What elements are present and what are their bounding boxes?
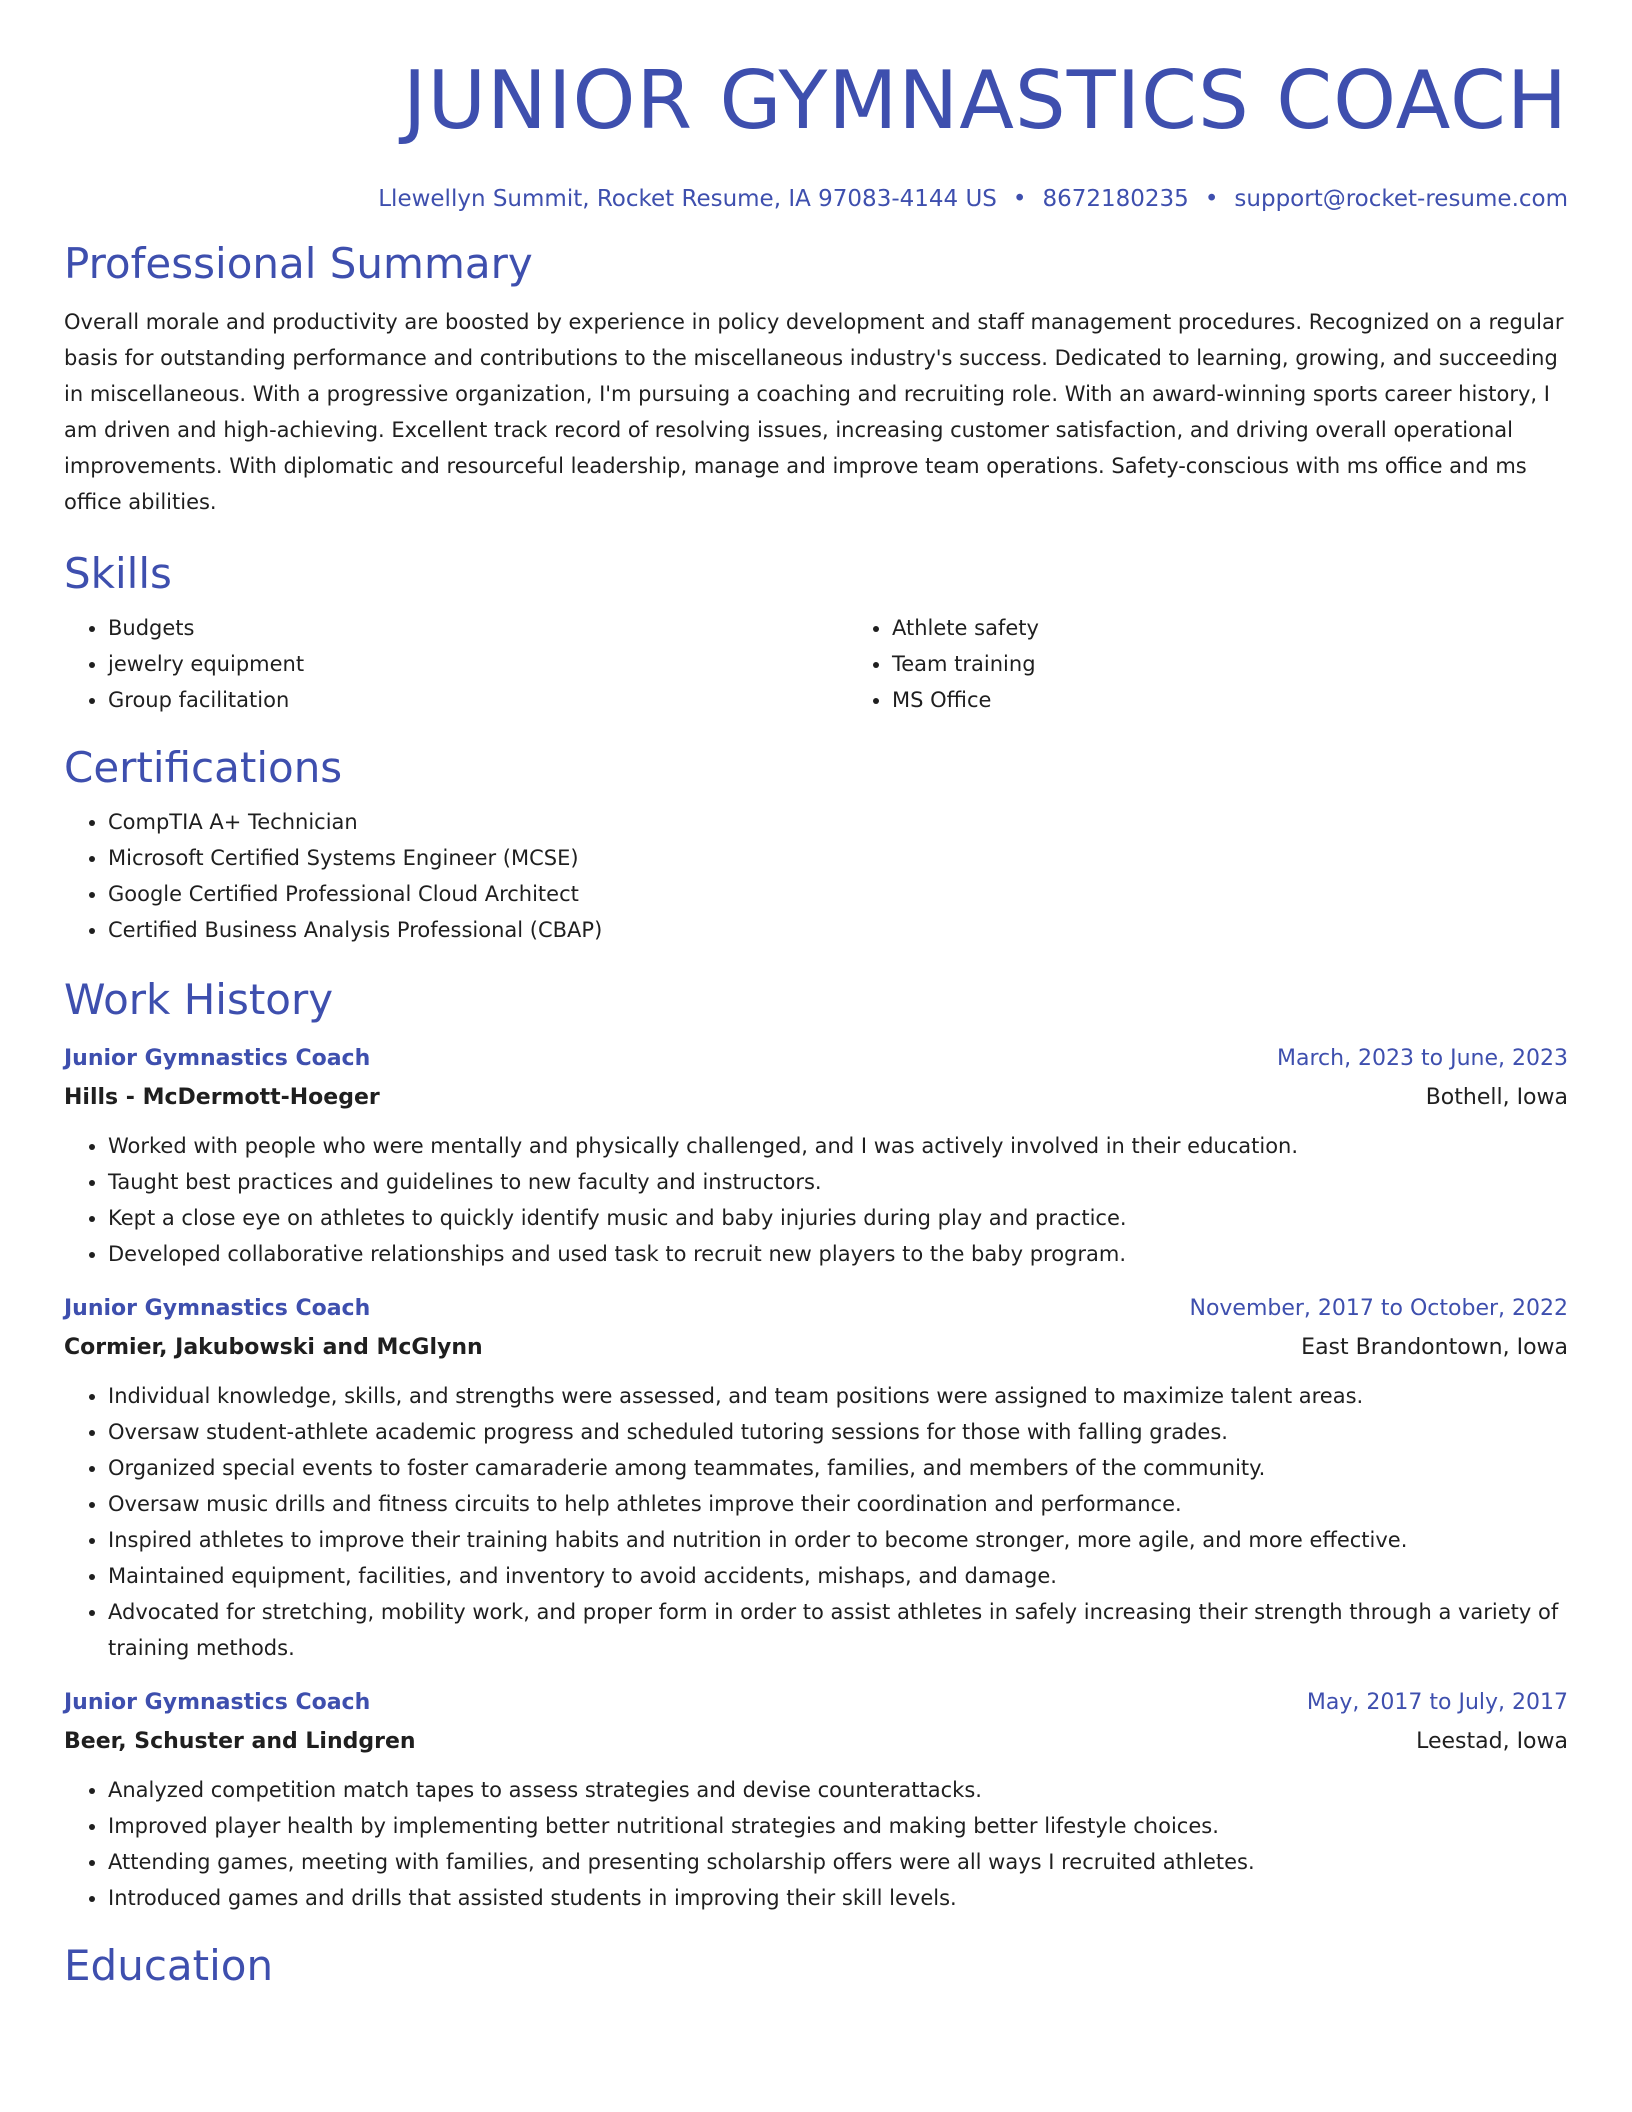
work-history-heading: Work History [64, 975, 334, 1024]
job-header-row [64, 1040, 1568, 1078]
skill-item: • Group facilitation [108, 682, 848, 718]
contact-phone: 8672180235 [1042, 186, 1189, 212]
job-company: Beer, Schuster and Lindgren [64, 1729, 416, 1754]
job-bullet: • Inspired athletes to improve their training habits and nutrition in order to become stronger, more agile, and more effective. [108, 1522, 1568, 1558]
job-title: Junior Gymnastics Coach [64, 1296, 371, 1321]
certification-item: • Certified Business Analysis Professional (CBAP) [108, 912, 1568, 948]
job-bullet: • Oversaw student-athlete academic progress and scheduled tutoring sessions for those with falling grades. [108, 1414, 1568, 1450]
skills-grid [64, 610, 1568, 718]
job-bullets [64, 1128, 1568, 1272]
job-bullet: • Organized special events to foster camaraderie among teammates, families, and members of the community. [108, 1450, 1568, 1486]
job-location: Leestad, Iowa [1416, 1729, 1568, 1754]
skills-list-right [848, 610, 1632, 718]
job-entry [64, 1290, 1568, 1666]
skill-item: • jewelry equipment [108, 646, 848, 682]
job-dates: March, 2023 to June, 2023 [1277, 1046, 1568, 1071]
job-company: Hills - McDermott-Hoeger [64, 1085, 380, 1110]
job-entry [64, 1040, 1568, 1272]
job-bullet: • Attending games, meeting with families, and presenting scholarship offers were all ways I recruited athletes. [108, 1844, 1568, 1880]
skills-heading: Skills [64, 549, 172, 598]
job-company-row [64, 1328, 1568, 1368]
job-header-row [64, 1290, 1568, 1328]
contact-line [64, 184, 1568, 214]
job-bullet: • Developed collaborative relationships and used task to recruit new players to the baby program. [108, 1236, 1568, 1272]
job-title: Junior Gymnastics Coach [64, 1690, 371, 1715]
skill-item: • MS Office [892, 682, 1632, 718]
skill-item: • Budgets [108, 610, 848, 646]
skill-item: • Athlete safety [892, 610, 1632, 646]
contact-email: support@rocket-resume.com [1234, 186, 1568, 212]
job-entry [64, 1684, 1568, 1916]
summary-text: Overall morale and productivity are boosted by experience in policy development and staff management procedures. Recognized on a regular basis for outstanding performance and contributions to the miscellaneous industry's success. Dedicated to learning, growing, and succeeding in miscellaneous. With a progressive organization, I'm pursuing a coaching and recruiting role. With an award-winning sports career history, I am driven and high-achieving. Excellent track record of resolving issues, increasing customer satisfaction, and driving overall operational improvements. With diplomatic and resourceful leadership, manage and improve team operations. Safety-conscious with ms office and ms office abilities. [64, 310, 1564, 514]
job-bullet: • Worked with people who were mentally and physically challenged, and I was actively involved in their education. [108, 1128, 1568, 1164]
job-bullet: • Advocated for stretching, mobility work, and proper form in order to assist athletes in safely increasing their strength through a variety of training methods. [108, 1594, 1568, 1666]
contact-separator: • [1204, 186, 1219, 212]
job-bullet: • Kept a close eye on athletes to quickly identify music and baby injuries during play and practice. [108, 1200, 1568, 1236]
certification-item: • Google Certified Professional Cloud Architect [108, 876, 1568, 912]
job-header-row [64, 1684, 1568, 1722]
certification-item: • CompTIA A+ Technician [108, 804, 1568, 840]
summary-heading: Professional Summary [64, 239, 533, 288]
job-bullet: • Improved player health by implementing better nutritional strategies and making better lifestyle choices. [108, 1808, 1568, 1844]
contact-separator: • [1012, 186, 1027, 212]
skills-list-left [64, 610, 848, 718]
job-bullets [64, 1378, 1568, 1666]
job-title: Junior Gymnastics Coach [64, 1046, 371, 1071]
contact-address: Llewellyn Summit, Rocket Resume, IA 97083-4144 US [378, 186, 997, 212]
job-company: Cormier, Jakubowski and McGlynn [64, 1335, 483, 1360]
job-bullets [64, 1772, 1568, 1916]
job-location: Bothell, Iowa [1425, 1085, 1568, 1110]
job-company-row [64, 1078, 1568, 1118]
certification-item: • Microsoft Certified Systems Engineer (MCSE) [108, 840, 1568, 876]
job-bullet: • Maintained equipment, facilities, and inventory to avoid accidents, mishaps, and damage. [108, 1558, 1568, 1594]
certifications-list [64, 804, 1568, 948]
job-company-row [64, 1722, 1568, 1762]
job-bullet: • Individual knowledge, skills, and strengths were assessed, and team positions were assigned to maximize talent areas. [108, 1378, 1568, 1414]
job-bullet: • Introduced games and drills that assisted students in improving their skill levels. [108, 1880, 1568, 1916]
certifications-heading: Certifications [64, 743, 343, 792]
job-location: East Brandontown, Iowa [1301, 1335, 1568, 1360]
candidate-title: JUNIOR GYMNASTICS COACH [402, 54, 1568, 147]
job-bullet: • Oversaw music drills and fitness circuits to help athletes improve their coordination and performance. [108, 1486, 1568, 1522]
job-bullet: • Taught best practices and guidelines to new faculty and instructors. [108, 1164, 1568, 1200]
education-heading: Education [64, 1941, 274, 1990]
job-bullet: • Analyzed competition match tapes to assess strategies and devise counterattacks. [108, 1772, 1568, 1808]
job-dates: May, 2017 to July, 2017 [1306, 1690, 1568, 1715]
job-dates: November, 2017 to October, 2022 [1189, 1296, 1568, 1321]
resume-header [64, 0, 1568, 214]
skill-item: • Team training [892, 646, 1632, 682]
